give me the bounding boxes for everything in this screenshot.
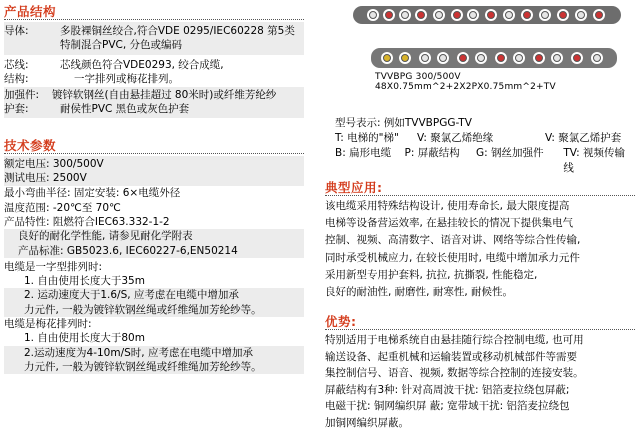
reinforce-text: 镀锌软钢丝(自由悬挂超过 80米时)或纤维芳纶纱	[52, 89, 277, 102]
model-title: 型号表示: 例如TVVBPGG-TV	[335, 117, 472, 129]
product-standard: 产品标准: GB5023.6, IEC60227-6,EN50214	[18, 244, 238, 257]
model-row-1	[335, 131, 635, 146]
divider	[4, 19, 304, 20]
model-tv: TV: 视频传输线	[563, 147, 625, 174]
divider	[325, 195, 635, 196]
conductor-block	[4, 22, 304, 55]
product-feature: 产品特性: 阻燃符合IEC63.332-1-2	[4, 215, 170, 228]
model-g: G: 钢丝加强件	[476, 147, 544, 159]
plum-item-2b: 力元件, 一般为镀锌软钢丝绳或纤维绳加芳纶纱等。	[24, 360, 262, 373]
advantage-line: 集控制信号、语音、视频, 数据等综合控制的连接安装。	[325, 367, 584, 380]
application-line: 电梯等设备营运效率, 在悬挂较长的情况下提供集电气	[325, 217, 574, 230]
conductor-line-1: 多股裸铜丝绞合,符合VDE 0295/IEC60228 第5类	[60, 25, 295, 37]
chem-block	[4, 229, 304, 258]
model-section	[335, 116, 635, 176]
plum-item-2-block	[4, 346, 304, 375]
advantage-section	[325, 312, 635, 432]
temp-range: 温度范围: -20℃至 70℃	[4, 201, 121, 214]
sheath-label: 护套:	[4, 103, 29, 116]
sheath-text: 耐侯性PVC 黑色或灰色护套	[60, 103, 190, 116]
application-line: 该电缆采用特殊结构设计, 使用寿命长, 最大限度提高	[325, 200, 570, 212]
struct-text: 一字排列或梅花排列。	[74, 72, 179, 85]
application-title: 典型应用:	[325, 180, 383, 195]
advantage-header	[325, 312, 635, 332]
plum-heading: 电缆是梅花排列时:	[4, 318, 92, 331]
advantage-line: 加铜网编织屏蔽。	[325, 416, 409, 429]
model-v1: V: 聚氯乙烯绝缘	[417, 132, 494, 144]
advantage-title: 优势:	[325, 314, 357, 329]
core-label: 芯线:	[4, 58, 29, 71]
reinforce-label: 加强件:	[4, 89, 40, 102]
conductor-label: 导体:	[4, 25, 29, 37]
model-t: T: 电梯的"梯"	[335, 132, 399, 144]
advantage-line: 输送设备、起重机械和运输装置或移动机械部件等需要	[325, 350, 577, 363]
model-b: B: 扁形电缆	[335, 147, 392, 159]
structure-header	[4, 2, 304, 22]
flat-item-1: 1. 自由使用长度大于35m	[24, 275, 145, 288]
cable-caption: TVVBPG 300/500V 48X0.75mm^2+2X2PX0.75mm^2+TV	[375, 72, 556, 92]
left-column	[4, 0, 304, 374]
flat-item-2-block	[4, 288, 304, 317]
flat-cable-image-2	[371, 48, 617, 68]
flat-item-2a: 2. 运动速度大于1.6/S, 应考虑在电缆中增加承	[24, 289, 239, 302]
application-line: 同时承受机械应力, 在较长使用时, 电缆中增加承力元件	[325, 251, 580, 264]
tech-header	[4, 136, 304, 156]
advantage-line: 特别适用于电梯系统自由悬挂随行综合控制电缆, 也可用	[325, 334, 584, 346]
struct-label: 结构:	[4, 72, 29, 85]
divider	[4, 153, 304, 154]
flat-item-2b: 力元件, 一般为镀锌软钢丝绳或纤维绳加芳纶纱等。	[24, 303, 262, 316]
plum-item-1: 1. 自由使用长度大于80m	[24, 332, 145, 345]
core-block	[4, 55, 304, 88]
application-line: 良好的耐油性, 耐磨性, 耐寒性, 耐候性。	[325, 286, 514, 299]
reinforce-block	[4, 87, 304, 118]
chem-resistance: 良好的耐化学性能, 请参见耐化学附表	[18, 230, 193, 243]
model-row-2	[335, 146, 635, 176]
model-p: P: 屏蔽结构	[404, 147, 460, 159]
application-line: 控制、视频、高清数字、语音对讲、网络等综合性传输,	[325, 234, 581, 247]
bend-radius: 最小弯曲半径: 固定安装: 6×电缆外径	[4, 187, 181, 200]
test-voltage: 测试电压: 2500V	[4, 172, 87, 185]
structure-title: 产品结构	[4, 4, 57, 19]
application-line: 采用新型专用护套料, 抗拉, 抗撕裂, 性能稳定,	[325, 268, 538, 281]
application-header	[325, 178, 635, 198]
tech-title: 技术参数	[4, 137, 57, 153]
flat-cable-image	[353, 6, 621, 24]
plum-item-2a: 2.运动速度为4-10m/S时, 应考虑在电缆中增加承	[24, 346, 253, 359]
advantage-line: 屏蔽结构有3种: 针对高周波干扰: 铝箔麦拉绕包屏蔽;	[325, 383, 570, 396]
rated-voltage: 额定电压: 300/500V	[4, 157, 104, 170]
cable-illustration	[325, 0, 630, 90]
advantage-line: 电磁干扰: 铜网编织屏 蔽; 宽带域干扰: 铝箔麦拉绕包	[325, 400, 570, 413]
conductor-line-2: 特制混合PVC, 分色或编码	[60, 39, 183, 52]
tech-params-block	[4, 156, 304, 187]
divider	[325, 329, 635, 330]
model-v2: V: 聚氯乙烯护套	[545, 132, 622, 144]
core-text: 芯线颜色符合VDE0293, 绞合成缆,	[60, 58, 224, 71]
flat-heading: 电缆是一字型排列时:	[4, 260, 103, 273]
application-section	[325, 178, 635, 301]
